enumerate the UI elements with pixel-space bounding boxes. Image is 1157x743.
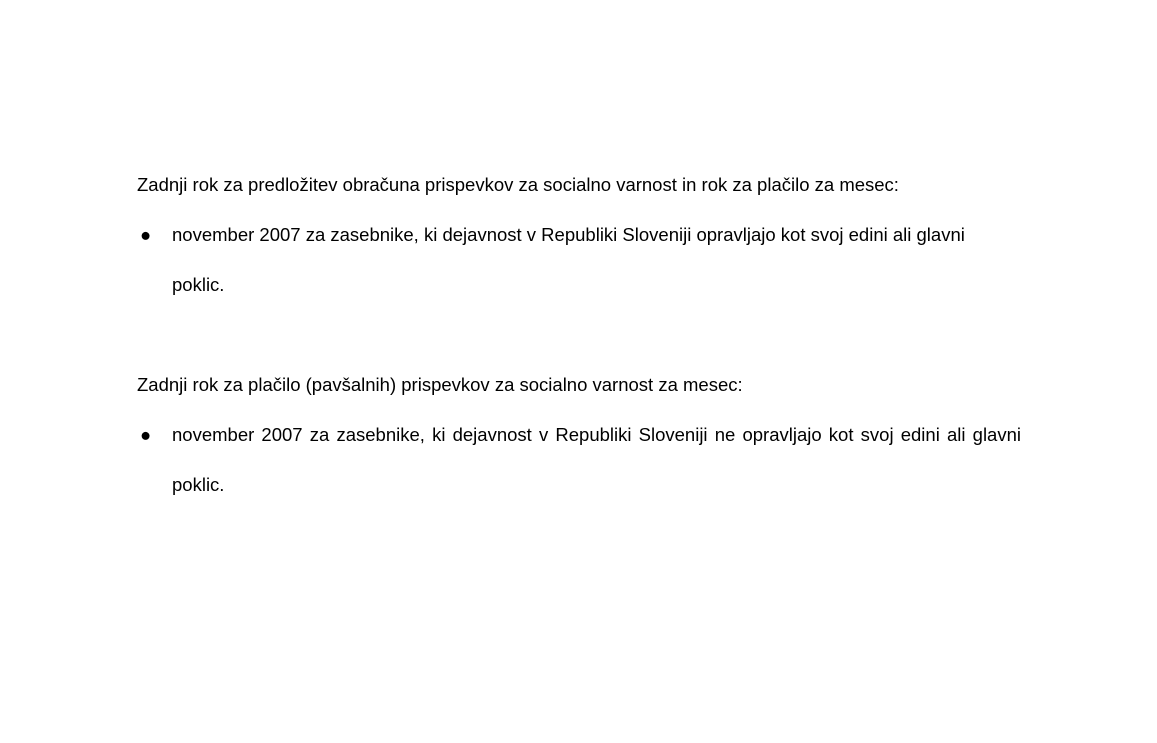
bullet-list-filing (137, 210, 1021, 310)
list-item (137, 410, 1021, 510)
list-item-label: november 2007 za zasebnike, ki dejavnost v Republiki Sloveniji ne opravljajo kot svoj edini ali glavni poklic. (172, 424, 1021, 495)
paragraph-deadline-filing: Zadnji rok za predložitev obračuna prispevkov za socialno varnost in rok za plačilo za mesec: (137, 174, 899, 195)
paragraph-deadline-payment: Zadnji rok za plačilo (pavšalnih) prispevkov za socialno varnost za mesec: (137, 374, 743, 395)
list-item-label: november 2007 za zasebnike, ki dejavnost v Republiki Sloveniji opravljajo kot svoj edini ali glavni poklic. (172, 224, 965, 295)
document-body (137, 160, 1021, 510)
bullet-dot-icon: ● (140, 224, 152, 245)
list-item (137, 210, 1021, 310)
bullet-list-payment (137, 410, 1021, 510)
paragraph-spacer (137, 310, 1021, 360)
bullet-dot-icon: ● (140, 424, 152, 445)
